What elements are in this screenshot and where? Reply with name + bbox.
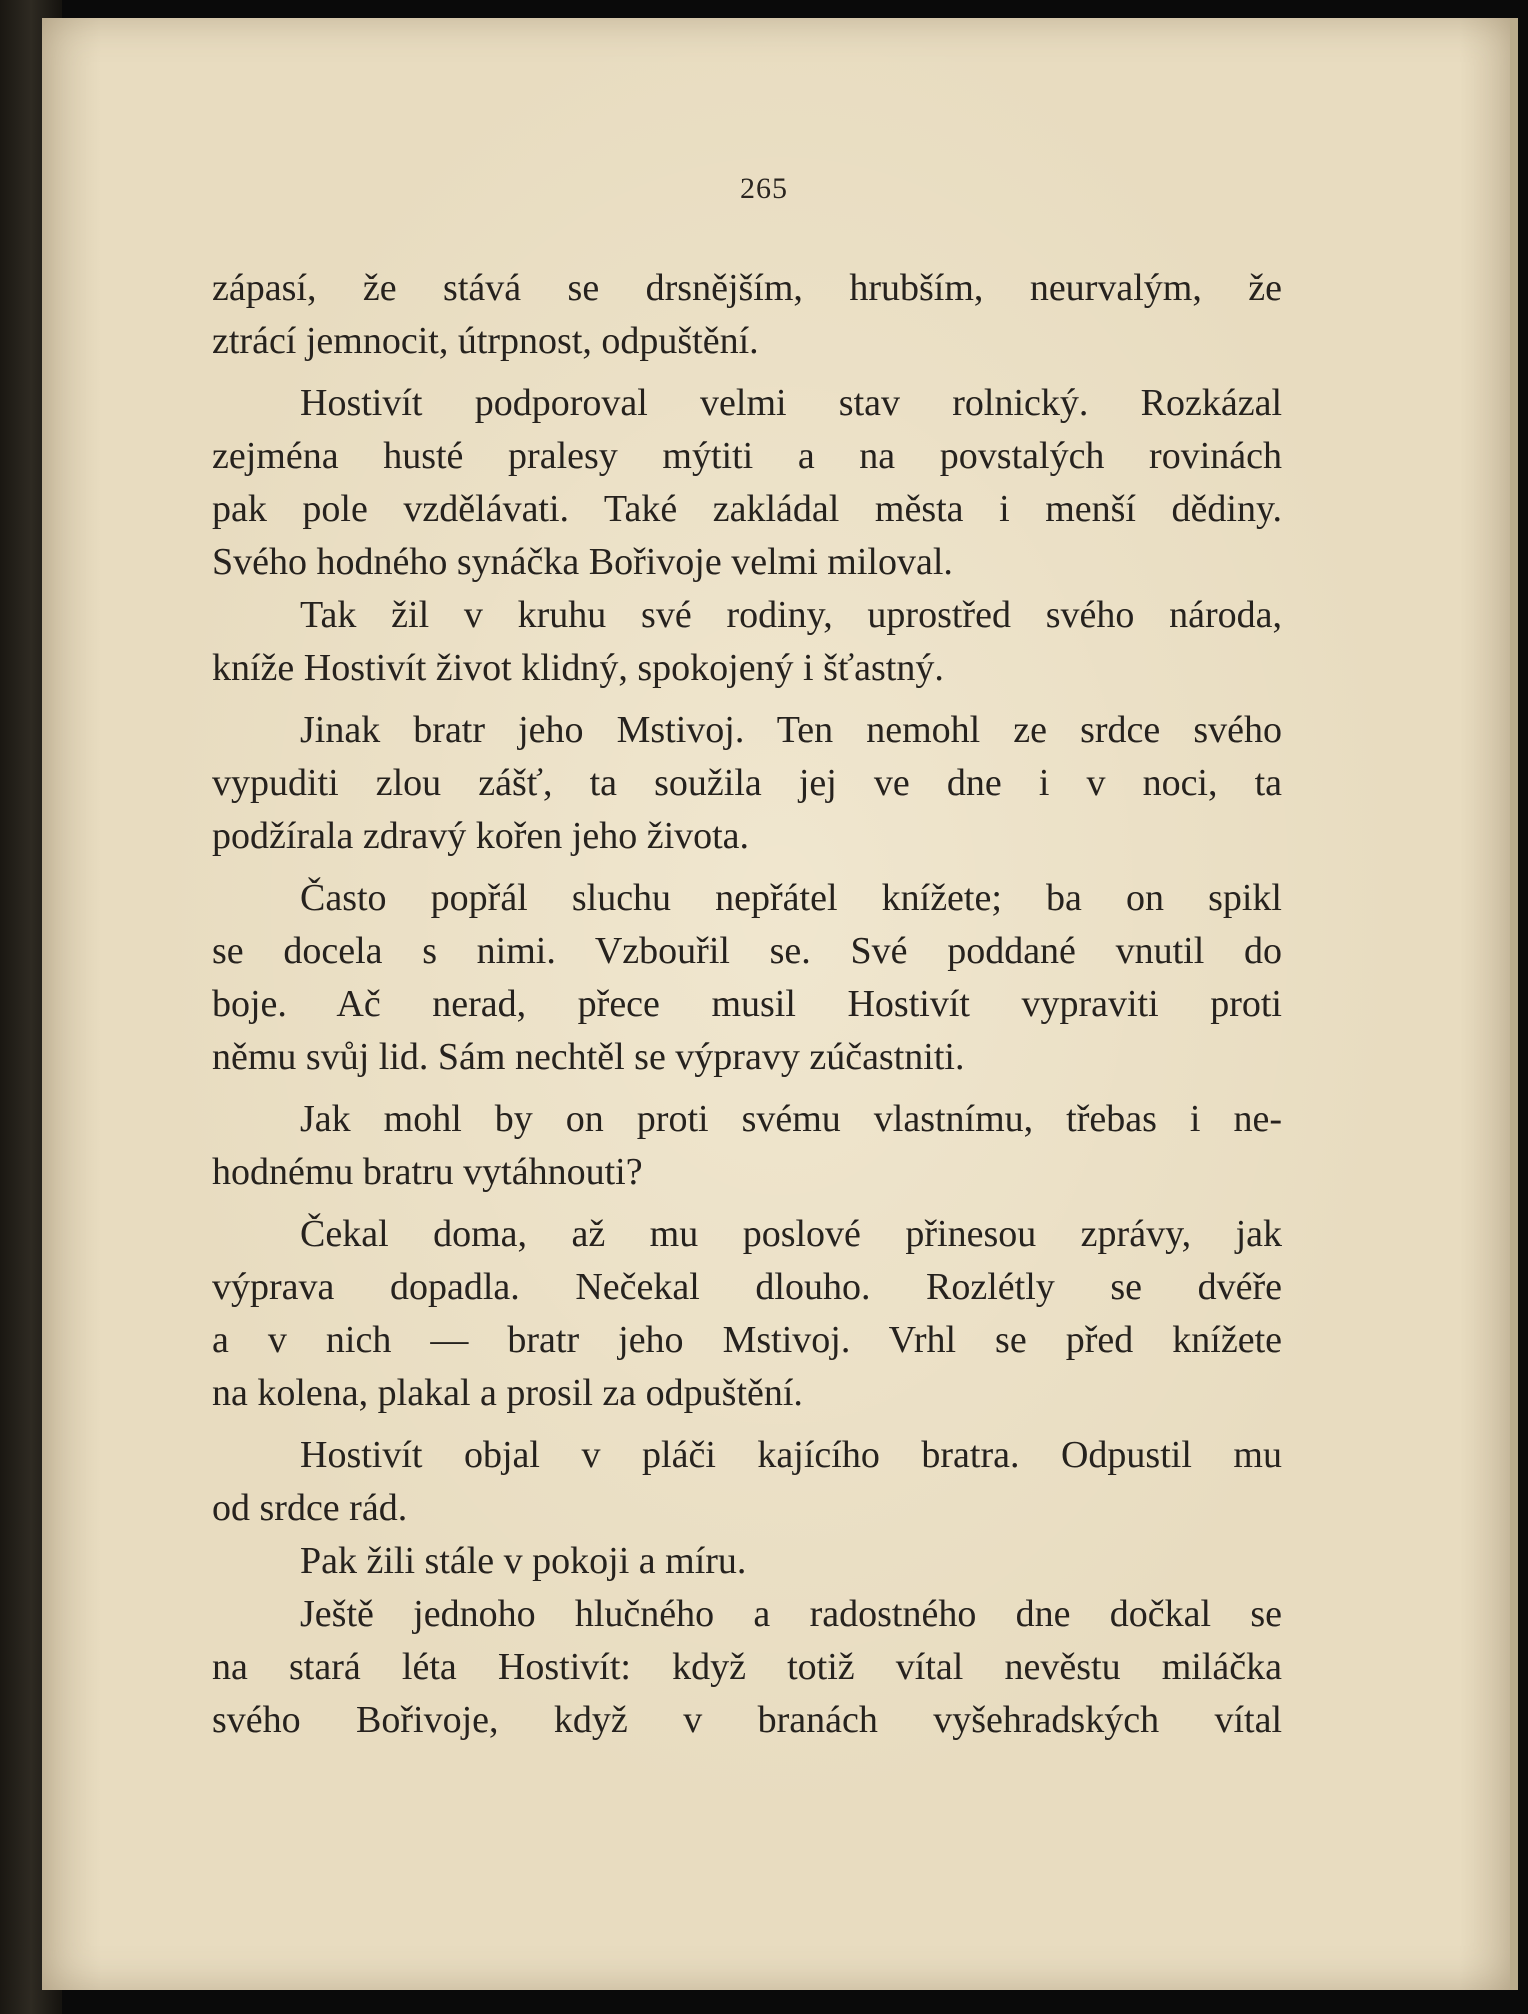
text-line: Ještě jednoho hlučného a radostného dne dočkal se: [300, 1593, 1282, 1635]
text-line: boje. Ač nerad, přece musil Hostivít vypraviti proti: [212, 983, 1282, 1025]
text-line: Svého hodného synáčka Bořivoje velmi miloval.: [212, 541, 953, 583]
text-line: kníže Hostivít život klidný, spokojený i šťastný.: [212, 647, 944, 689]
paragraph: [212, 1429, 1282, 1535]
text-line: vypuditi zlou zášť, ta soužila jej ve dne i v noci, ta: [212, 762, 1282, 804]
text-line: Pak žili stále v pokoji a míru.: [300, 1540, 747, 1582]
text-line: výprava dopadla. Nečekal dlouho. Rozlétly se dvéře: [212, 1266, 1282, 1308]
paragraph: [212, 1588, 1282, 1747]
text-line: Často popřál sluchu nepřátel knížete; ba on spikl: [300, 877, 1282, 919]
paragraph-gap: [212, 1199, 1282, 1208]
paragraph: [212, 262, 1282, 368]
paragraph: [212, 704, 1282, 863]
text-line: na stará léta Hostivít: když totiž vítal nevěstu miláčka: [212, 1646, 1282, 1688]
text-line: Tak žil v kruhu své rodiny, uprostřed svého národa,: [300, 594, 1282, 636]
paragraph: [212, 589, 1282, 695]
text-line: němu svůj lid. Sám nechtěl se výpravy zúčastniti.: [212, 1036, 965, 1078]
paragraph: [212, 377, 1282, 589]
paragraph-gap: [212, 368, 1282, 377]
paragraph: [212, 1093, 1282, 1199]
text-line: Jinak bratr jeho Mstivoj. Ten nemohl ze srdce svého: [300, 709, 1282, 751]
paragraph-gap: [212, 695, 1282, 704]
text-line: podžírala zdravý kořen jeho života.: [212, 815, 750, 857]
text-line: zejména husté pralesy mýtiti a na povstalých rovinách: [212, 435, 1282, 477]
text-line: Hostivít podporoval velmi stav rolnický. Rozkázal: [300, 382, 1282, 424]
text-line: od srdce rád.: [212, 1487, 408, 1529]
text-line: se docela s nimi. Vzbouřil se. Své poddané vnutil do: [212, 930, 1282, 972]
paragraph: [212, 1535, 1282, 1588]
text-line: Čekal doma, až mu poslové přinesou zprávy, jak: [300, 1213, 1282, 1255]
text-line: ztrácí jemnocit, útrpnost, odpuštění.: [212, 320, 759, 362]
text-line: a v nich — bratr jeho Mstivoj. Vrhl se před knížete: [212, 1319, 1282, 1361]
text-line: hodnému bratru vytáhnouti?: [212, 1151, 643, 1193]
text-line: pak pole vzdělávati. Také zakládal města i menší dědiny.: [212, 488, 1282, 530]
text-line: Hostivít objal v pláči kajícího bratra. Odpustil mu: [300, 1434, 1282, 1476]
body-text: [212, 262, 1282, 1747]
paragraph-gap: [212, 863, 1282, 872]
page-edge: [1510, 18, 1518, 1990]
page-number: 265: [740, 172, 788, 205]
paragraph-gap: [212, 1420, 1282, 1429]
paragraph-gap: [212, 1084, 1282, 1093]
text-line: svého Bořivoje, když v branách vyšehradských vítal: [212, 1699, 1282, 1741]
text-line: zápasí, že stává se drsnějším, hrubším, neurvalým, že: [212, 267, 1282, 309]
text-line: Jak mohl by on proti svému vlastnímu, třebas i ne-: [300, 1098, 1282, 1140]
paragraph: [212, 1208, 1282, 1420]
paragraph: [212, 872, 1282, 1084]
text-line: na kolena, plakal a prosil za odpuštění.: [212, 1372, 803, 1414]
